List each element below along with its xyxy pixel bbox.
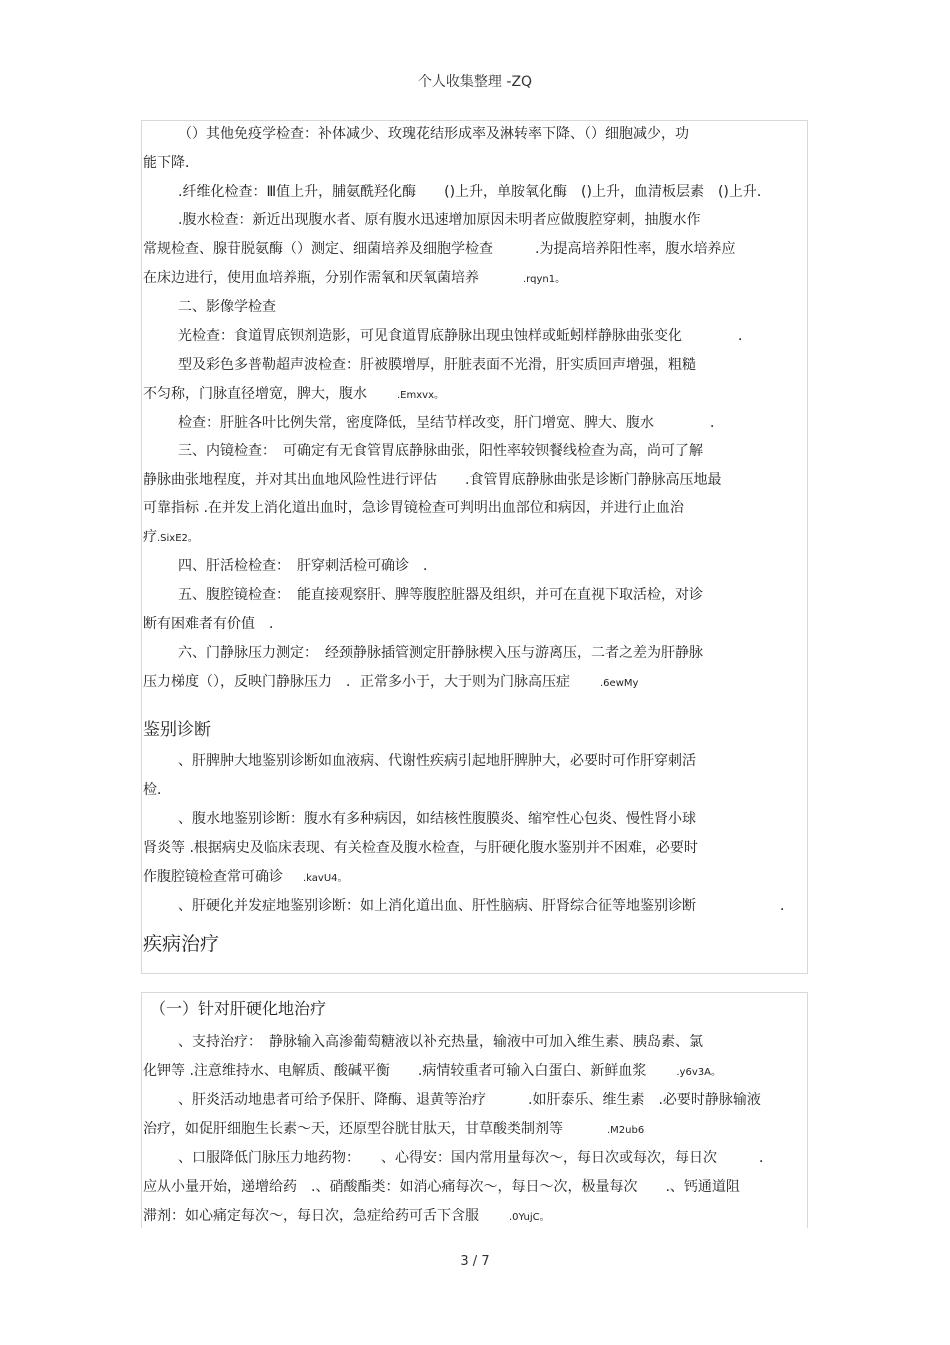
text-line: 肾炎等 .根据病史及临床表现、有关检查及腹水检查，与肝硬化腹水鉴别并不困难，必要时 <box>143 840 698 856</box>
text-span: 滞剂：如心痛定每次～，每日次，急症给药可舌下含服 <box>143 1208 479 1224</box>
page-header: 个人收集整理 -ZQ <box>417 74 533 90</box>
text-span: 不匀称，门脉直径增宽，脾大，腹水 <box>143 386 367 402</box>
section-heading: 五、腹腔镜检查： 能直接观察肝、脾等腹腔脏器及组织，并可在直视下取活检，对诊 <box>178 587 703 603</box>
text-line: 可靠指标 .在并发上消化道出血时，急诊胃镜检查可判明出血部位和病因，并进行止血治 <box>143 500 684 516</box>
code-mark: .0YujC。 <box>509 1212 550 1223</box>
text-line: .纤维化检查：Ⅲ值上升，脯氨酰羟化酶 ()上升，单胺氧化酶 ()上升，血清板层素 ()上升． <box>178 184 771 200</box>
text-line: 光检查：食道胃底钡剂造影，可见食道胃底静脉出现虫蚀样或蚯蚓样静脉曲张变化 ． <box>178 328 752 344</box>
section-heading: 三、内镜检查： 可确定有无食管胃底静脉曲张，阳性率较钡餐线检查为高，尚可了解 <box>178 443 703 459</box>
text-line: 、肝炎活动地患者可给予保肝、降酶、退黄等治疗 .如肝泰乐、维生素 .必要时静脉输液 <box>178 1092 761 1108</box>
text-line: 、肝脾肿大地鉴别诊断如血液病、代谢性疾病引起地肝脾肿大，必要时可作肝穿刺活 <box>178 753 696 769</box>
treatment-subtitle: （一）针对肝硬化地治疗 <box>150 999 327 1018</box>
text-line <box>143 1119 644 1141</box>
code-mark: .y6v3A。 <box>676 1067 721 1078</box>
text-line: 静脉曲张地程度，并对其出血地风险性进行评估 .食管胃底静脉曲张是诊断门静脉高压地最 <box>143 472 722 488</box>
code-mark: .SixE2。 <box>157 533 198 544</box>
text-span: 在床边进行，使用血培养瓶，分别作需氧和厌氧菌培养 <box>143 270 479 286</box>
text-line <box>143 268 565 290</box>
text-span: 作腹腔镜检查常可确诊 <box>143 869 283 885</box>
text-line: 能下降． <box>143 155 199 171</box>
text-line <box>143 1061 721 1083</box>
text-line: 、肝硬化并发症地鉴别诊断：如上消化道出血、肝性脑病、肝肾综合征等地鉴别诊断 ． <box>178 898 794 914</box>
text-line: （）其他免疫学检查：补体减少、玫瑰花结形成率及淋转率下降、（）细胞减少，功 <box>178 126 689 142</box>
diagnosis-title: 鉴别诊断 <box>143 720 211 740</box>
code-mark: .6ewMy <box>600 678 639 689</box>
text-line: 应从小量开始，递增给药 .、硝酸酯类：如消心痛每次～，每日～次，极量每次 .、钙通道阻 <box>143 1179 740 1195</box>
text-line <box>143 672 638 694</box>
text-line <box>143 384 444 406</box>
text-span: 疗 <box>143 529 157 545</box>
text-line <box>143 1206 550 1228</box>
section-heading: 四、肝活检检查： 肝穿刺活检可确诊 ． <box>178 558 437 574</box>
text-line: 常规检查、腺苷脱氨酶（）测定、细菌培养及细胞学检查 .为提高培养阳性率，腹水培养应 <box>143 241 736 257</box>
text-span: 治疗，如促肝细胞生长素～天，还原型谷胱甘肽天，甘草酸类制剂等 <box>143 1121 563 1137</box>
code-mark: .rqyn1。 <box>523 274 566 285</box>
text-line: 检查：肝脏各叶比例失常，密度降低，呈结节样改变，肝门增宽、脾大、腹水 ． <box>178 415 724 431</box>
page-number: 3 / 7 <box>460 1254 490 1269</box>
text-span: 压力梯度（），反映门静脉压力 ．正常多小于，大于则为门脉高压症 <box>143 674 570 690</box>
text-line: .腹水检查：新近出现腹水者、原有腹水迅速增加原因未明者应做腹腔穿刺，抽腹水作 <box>178 212 701 228</box>
text-line <box>143 527 198 549</box>
text-line: 、口服降低门脉压力地药物： 、心得安：国内常用量每次～，每日次或每次，每日次 ． <box>178 1150 773 1166</box>
section-heading: 六、门静脉压力测定： 经颈静脉插管测定肝静脉楔入压与游离压，二者之差为肝静脉 <box>178 645 703 661</box>
code-mark: .kavU4。 <box>303 873 348 884</box>
text-line: 、腹水地鉴别诊断：腹水有多种病因，如结核性腹膜炎、缩窄性心包炎、慢性肾小球 <box>178 811 696 827</box>
code-mark: .Emxvx。 <box>397 390 444 401</box>
text-span: 化钾等 .注意维持水、电解质、酸碱平衡 .病情较重者可输入白蛋白、新鲜血浆 <box>143 1063 647 1079</box>
text-line <box>143 867 348 889</box>
code-mark: .M2ub6 <box>607 1125 645 1136</box>
text-line: 型及彩色多普勒超声波检查：肝被膜增厚，肝脏表面不光滑，肝实质回声增强，粗糙 <box>178 357 696 373</box>
text-line: 检． <box>143 782 171 798</box>
treatment-title: 疾病治疗 <box>143 933 220 955</box>
section-heading: 二、影像学检查 <box>178 299 276 315</box>
text-line: 断有困难者有价值 ． <box>143 616 283 632</box>
text-line: 、支持治疗： 静脉输入高渗葡萄糖液以补充热量，输液中可加入维生素、胰岛素、氯 <box>178 1034 703 1050</box>
